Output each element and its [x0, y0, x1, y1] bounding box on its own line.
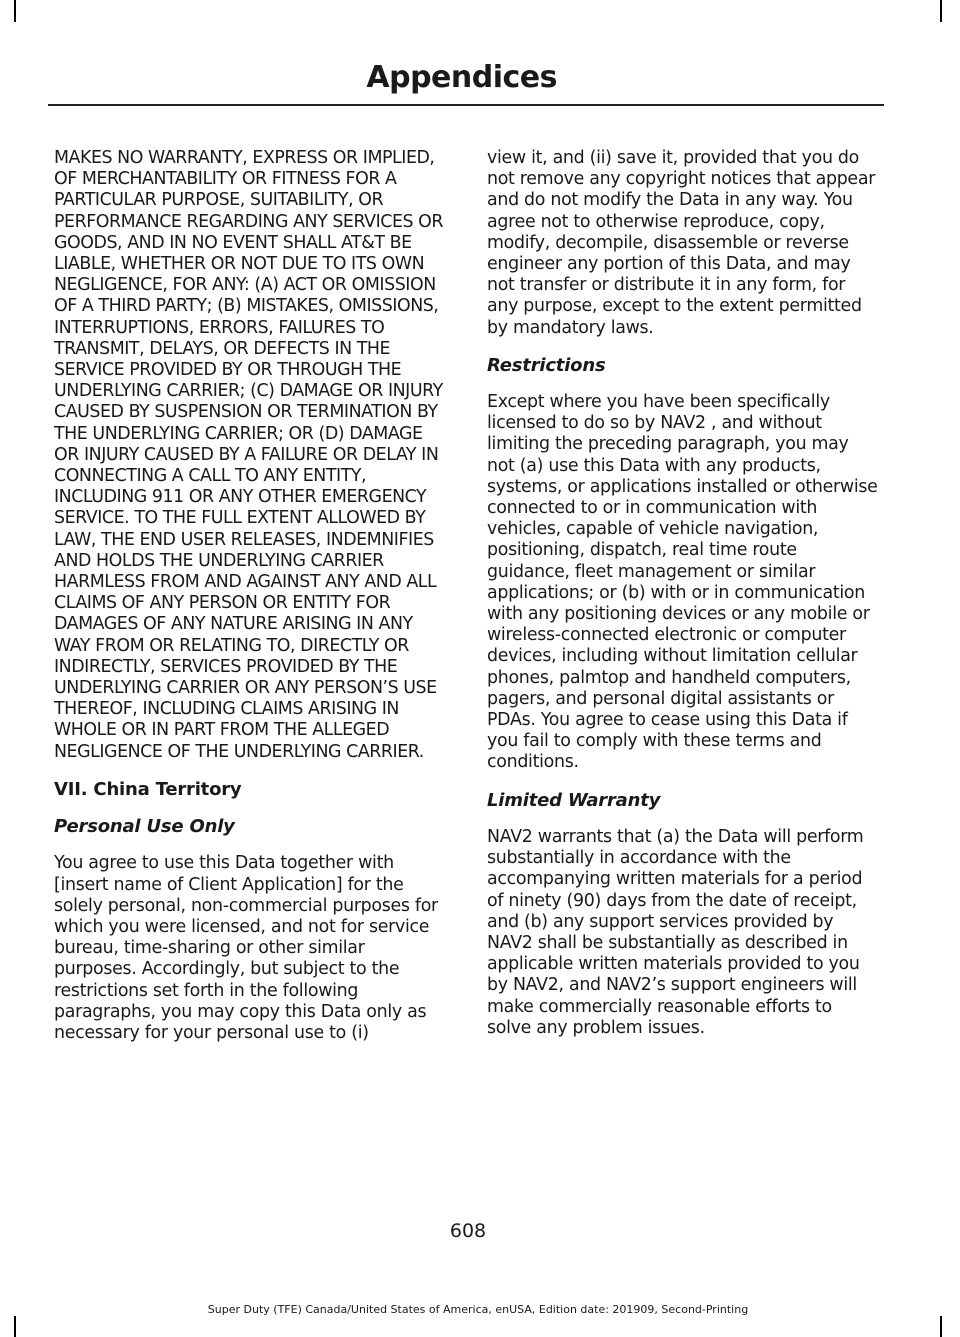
- crop-mark-bottom-left: [14, 1316, 16, 1337]
- limited-warranty-text: NAV2 warrants that (a) the Data will perform substantially in accordance with the accompanying written materials for a period of ninety (90) days from the date of receipt, and (b) any support services provided by NAV2 shall be substantially as described in applicable written materials provided to you by NAV2, and NAV2’s support engineers will make commercially reasonable efforts to solve any problem issues.: [487, 826, 864, 1038]
- personal-use-heading: Personal Use Only: [54, 816, 235, 838]
- crop-mark-top-left: [14, 0, 16, 22]
- page-header-title: Appendices: [366, 60, 557, 95]
- limited-warranty-heading: Limited Warranty: [487, 789, 661, 811]
- section-heading: VII. China Territory: [54, 778, 242, 800]
- continuation-text: view it, and (ii) save it, provided that you do not remove any copyright notices that appear and do not modify the Data in any way. You agree not to otherwise reproduce, copy, modify, decompile, disassemble or reverse engineer any portion of this Data, and may not transfer or distribute it in any form, for any purpose, except to the extent permitted by mandatory laws.: [487, 148, 876, 338]
- restrictions-text: Except where you have been specifically licensed to do so by NAV2 , and without limiting the preceding paragraph, you may not (a) use this Data with any products, systems, or applications installed or otherwise connected to or in communication with vehicles, capable of vehicle navigation, positioning, dispatch, real time route guidance, fleet management or similar applications; or (b) with or in communication with any positioning devices or any mobile or wireless-connected electronic or computer devices, including without limitation cellular phones, palmtop and handheld computers, pagers, and personal digital assistants or PDAs. You agree to cease using this Data if you fail to comply with these terms and conditions.: [487, 392, 878, 773]
- restrictions-heading: Restrictions: [487, 354, 606, 376]
- header-divider: [48, 104, 884, 106]
- personal-use-text: You agree to use this Data together with [insert name of Client Application] for the solely personal, non-commercial purposes for which you were licensed, and not for service bureau, time-sharing or other similar purposes. Accordingly, but subject to the restrictions set forth in the following paragraphs, you may copy this Data only as necessary for your personal use to (i): [54, 853, 438, 1043]
- page-number: 608: [449, 1220, 487, 1242]
- edition-footer: Super Duty (TFE) Canada/United States of America, enUSA, Edition date: 201909, Second-Printing: [207, 1303, 749, 1316]
- right-column: [487, 148, 880, 1055]
- left-column: [54, 148, 447, 1060]
- crop-mark-bottom-right: [940, 1316, 942, 1337]
- warranty-disclaimer-text: MAKES NO WARRANTY, EXPRESS OR IMPLIED, OF MERCHANTABILITY OR FITNESS FOR A PARTICULAR PURPOSE, SUITABILITY, OR PERFORMANCE REGARDING ANY SERVICES OR GOODS, AND IN NO EVENT SHALL AT&T BE LIABLE, WHETHER OR NOT DUE TO ITS OWN NEGLIGENCE, FOR ANY: (A) ACT OR OMISSION OF A THIRD PARTY; (B) MISTAKES, OMISSIONS, INTERRUPTIONS, ERRORS, FAILURES TO TRANSMIT, DELAYS, OR DEFECTS IN THE SERVICE PROVIDED BY OR THROUGH THE UNDERLYING CARRIER; (C) DAMAGE OR INJURY CAUSED BY SUSPENSION OR TERMINATION BY THE UNDERLYING CARRIER; OR (D) DAMAGE OR INJURY CAUSED BY A FAILURE OR DELAY IN CONNECTING A CALL TO ANY ENTITY, INCLUDING 911 OR ANY OTHER EMERGENCY SERVICE. TO THE FULL EXTENT ALLOWED BY LAW, THE END USER RELEASES, INDEMNIFIES AND HOLDS THE UNDERLYING CARRIER HARMLESS FROM AND AGAINST ANY AND ALL CLAIMS OF ANY PERSON OR ENTITY FOR DAMAGES OF ANY NATURE ARISING IN ANY WAY FROM OR RELATING TO, DIRECTLY OR INDIRECTLY, SERVICES PROVIDED BY THE UNDERLYING CARRIER OR ANY PERSON’S USE THEREOF, INCLUDING CLAIMS ARISING IN WHOLE OR IN PART FROM THE ALLEGED NEGLIGENCE OF THE UNDERLYING CARRIER.: [54, 148, 444, 762]
- crop-mark-top-right: [940, 0, 942, 22]
